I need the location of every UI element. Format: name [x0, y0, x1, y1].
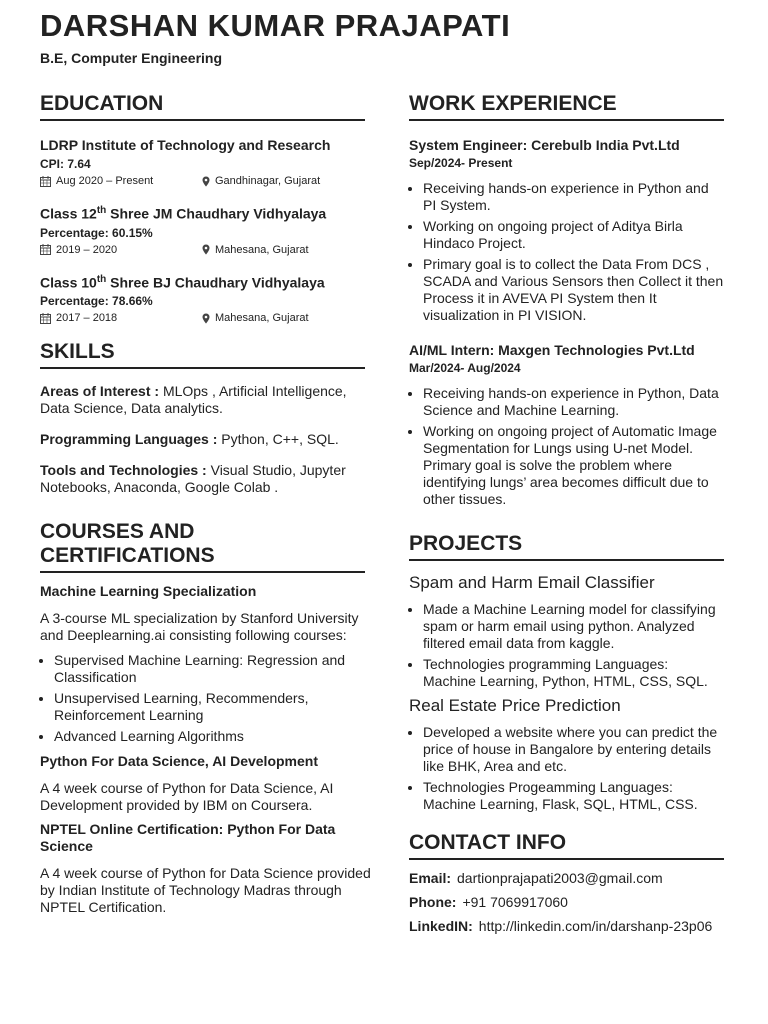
job-title: AI/ML Intern: Maxgen Technologies Pvt.Ltd: [409, 342, 695, 358]
work-heading: WORK EXPERIENCE: [409, 92, 724, 121]
institution-name: LDRP Institute of Technology and Research: [40, 137, 331, 153]
list-item: • Advanced Learning Algorithms: [54, 728, 380, 745]
calendar-icon: [40, 176, 51, 187]
education-item: [40, 205, 380, 256]
job-title: System Engineer: Cerebulb India Pvt.Ltd: [409, 137, 680, 153]
list-item: • Made a Machine Learning model for classifying spam or harm email using python. Analyzed filtered email data from kaggle.: [423, 601, 724, 652]
list-item: • Supervised Machine Learning: Regression and Classification: [54, 652, 380, 686]
skill-key: Tools and Technologies :: [40, 462, 207, 479]
date: 2019 – 2020: [56, 243, 118, 256]
job-bullets: [409, 180, 724, 324]
skill-value: Visual Studio, Jupyter Notebooks, Anaconda, Google Colab .: [40, 462, 346, 496]
location: Gandhinagar, Gujarat: [215, 175, 321, 187]
location: Mahesana, Gujarat: [215, 243, 309, 256]
education-item: [40, 274, 380, 325]
list-item: • Unsupervised Learning, Recommenders, Reinforcement Learning: [54, 690, 380, 724]
course-list: [40, 652, 380, 745]
job-date: Sep/2024- Present: [409, 156, 513, 170]
list-item: • Developed a website where you can predict the price of house in Bangalore by entering details like BHK, Area and etc.: [423, 724, 724, 775]
project-bullets: [409, 601, 724, 690]
map-pin-icon: [202, 176, 210, 187]
list-item: • Working on ongoing project of Aditya Birla Hindaco Project.: [423, 218, 724, 252]
school-name: Shree JM Chaudhary Vidhyalaya: [110, 205, 327, 222]
institution-name: [40, 205, 380, 222]
course-description: A 4 week course of Python for Data Science, AI Development provided by IBM on Coursera.: [40, 780, 334, 814]
list-item: • Working on ongoing project of Automatic Image Segmentation for Lungs using U-net Model. Primary goal is solve the problem where identifying lungs’ area becomes difficult due to other tissues.: [423, 423, 724, 508]
class-label: Class 12: [40, 205, 97, 222]
list-item: • Primary goal is to collect the Data From DCS , SCADA and Various Sensors then Collect it then Process it in AVEVA PI System then It visualization in PI VISION.: [423, 256, 724, 324]
location: Mahesana, Gujarat: [215, 312, 309, 325]
projects-heading: PROJECTS: [409, 532, 724, 561]
score: CPI: 7.64: [40, 157, 91, 171]
course-description: A 3-course ML specialization by Stanford University and Deeplearning.ai consisting following courses:: [40, 610, 359, 644]
education-item: [40, 137, 380, 187]
list-item: • Receiving hands-on experience in Python, Data Science and Machine Learning.: [423, 385, 724, 419]
map-pin-icon: [202, 313, 210, 324]
class-label: Class 10: [40, 274, 97, 291]
project-title: Spam and Harm Email Classifier: [409, 573, 655, 592]
date: Aug 2020 – Present: [56, 175, 154, 187]
left-column: [40, 92, 380, 916]
superscript: th: [96, 273, 107, 285]
phone-label: Phone:: [409, 894, 457, 910]
course-title: NPTEL Online Certification: Python For Data Science: [40, 821, 336, 855]
degree: B.E, Computer Engineering: [40, 50, 223, 66]
contact-email: [409, 870, 724, 887]
course-title: Python For Data Science, AI Development: [40, 753, 318, 770]
contact-phone: [409, 894, 724, 911]
job-date: Mar/2024- Aug/2024: [409, 361, 521, 375]
school-name: Shree BJ Chaudhary Vidhyalaya: [110, 274, 325, 291]
score: Percentage: 78.66%: [40, 294, 153, 309]
institution-name: [40, 274, 380, 291]
superscript: th: [96, 205, 107, 216]
calendar-icon: [40, 244, 51, 255]
skill-item: [40, 462, 380, 496]
project-title: Real Estate Price Prediction: [409, 696, 621, 715]
list-item: • Technologies programming Languages: Machine Learning, Python, HTML, CSS, SQL.: [423, 656, 724, 690]
course-description: A 4 week course of Python for Data Science provided by Indian Institute of Technology Madras through NPTEL Certification.: [40, 865, 371, 916]
linkedin-label: LinkedIN:: [409, 918, 473, 934]
education-heading: EDUCATION: [40, 92, 365, 121]
contact-linkedin: [409, 918, 724, 935]
contact-heading: CONTACT INFO: [409, 831, 724, 860]
skill-value: MLOps , Artificial Intelligence, Data Science, Data analytics.: [40, 383, 347, 417]
email-link[interactable]: dartionprajapati2003@gmail.com: [457, 870, 663, 886]
email-label: Email:: [409, 870, 452, 886]
skill-item: [40, 383, 380, 417]
skill-item: [40, 431, 380, 448]
skill-key: Programming Languages :: [40, 431, 218, 448]
list-item: • Receiving hands-on experience in Python and PI System.: [423, 180, 724, 214]
phone-value: +91 7069917060: [462, 894, 568, 910]
linkedin-link[interactable]: http://linkedin.com/in/darshanp-23p06: [478, 918, 713, 934]
job-bullets: [409, 385, 724, 508]
skills-heading: SKILLS: [40, 340, 365, 369]
resume-name: DARSHAN KUMAR PRAJAPATI: [40, 8, 511, 43]
date: 2017 – 2018: [56, 312, 118, 325]
skill-value: Python, C++, SQL.: [221, 431, 339, 448]
course-title: Machine Learning Specialization: [40, 583, 257, 600]
list-item: • Technologies Progeamming Languages: Machine Learning, Flask, SQL, HTML, CSS.: [423, 779, 724, 813]
calendar-icon: [40, 313, 51, 324]
score: Percentage: 60.15%: [40, 225, 153, 240]
courses-heading: COURSES AND CERTIFICATIONS: [40, 520, 365, 573]
right-column: [409, 92, 724, 935]
project-bullets: [409, 724, 724, 813]
skill-key: Areas of Interest :: [40, 383, 160, 400]
map-pin-icon: [202, 244, 210, 255]
